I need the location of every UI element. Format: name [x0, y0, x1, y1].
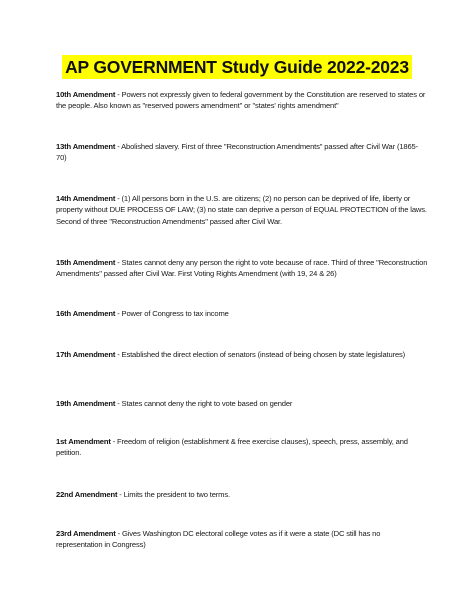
- entry-term: 1st Amendment: [56, 437, 111, 446]
- entry-term: 16th Amendment: [56, 309, 116, 318]
- entry-term: 23rd Amendment: [56, 529, 116, 538]
- entry-definition: - Powers not expressly given to federal government by the Constitution are reserved to states or the people. Also known as "reserved powers amendment" or "states' rights amendment": [56, 90, 426, 111]
- title-wrapper: [0, 55, 474, 79]
- entry-definition: - Gives Washington DC electoral college votes as if it were a state (DC still has no representation in Congress): [56, 529, 381, 550]
- entry-definition: - States cannot deny the right to vote based on gender: [115, 399, 293, 408]
- page-title: AP GOVERNMENT Study Guide 2022-2023: [62, 55, 412, 79]
- entry-1st-amendment: [56, 436, 428, 459]
- entry-16th-amendment: [56, 308, 428, 319]
- entry-term: 15th Amendment: [56, 258, 116, 267]
- entry-term: 22nd Amendment: [56, 490, 118, 499]
- entry-term: 10th Amendment: [56, 90, 116, 99]
- entry-22nd-amendment: [56, 489, 428, 500]
- entry-definition: - Freedom of religion (establishment & free exercise clauses), speech, press, assembly, and petition.: [56, 437, 408, 458]
- entry-17th-amendment: [56, 349, 428, 360]
- entry-term: 14th Amendment: [56, 194, 116, 203]
- entry-23rd-amendment: [56, 528, 428, 551]
- entry-definition: - Power of Congress to tax income: [115, 309, 229, 318]
- entry-definition: - States cannot deny any person the right to vote because of race. Third of three "Reconstruction Amendments" passed after Civil War. First Voting Rights Amendment (with 19, 24 & 26): [56, 258, 428, 279]
- entry-definition: - Limits the president to two terms.: [117, 490, 230, 499]
- entry-term: 13th Amendment: [56, 142, 116, 151]
- entry-definition: - Abolished slavery. First of three "Reconstruction Amendments" passed after Civil War (1865-70): [56, 142, 418, 163]
- entry-15th-amendment: [56, 257, 428, 280]
- entry-14th-amendment: [56, 193, 428, 227]
- entry-definition: - Established the direct election of senators (instead of being chosen by state legislatures): [115, 350, 406, 359]
- entry-13th-amendment: [56, 141, 428, 164]
- entry-10th-amendment: [56, 89, 428, 112]
- entry-19th-amendment: [56, 398, 428, 409]
- entry-definition: - (1) All persons born in the U.S. are citizens; (2) no person can be deprived of life, liberty or property without DUE PROCESS OF LAW; (3) no state can deprive a person of EQUAL PROTECTION of the laws. Second of three "Reconstruction Amendments" passed after Civil War.: [56, 194, 427, 226]
- entry-term: 19th Amendment: [56, 399, 116, 408]
- entry-term: 17th Amendment: [56, 350, 116, 359]
